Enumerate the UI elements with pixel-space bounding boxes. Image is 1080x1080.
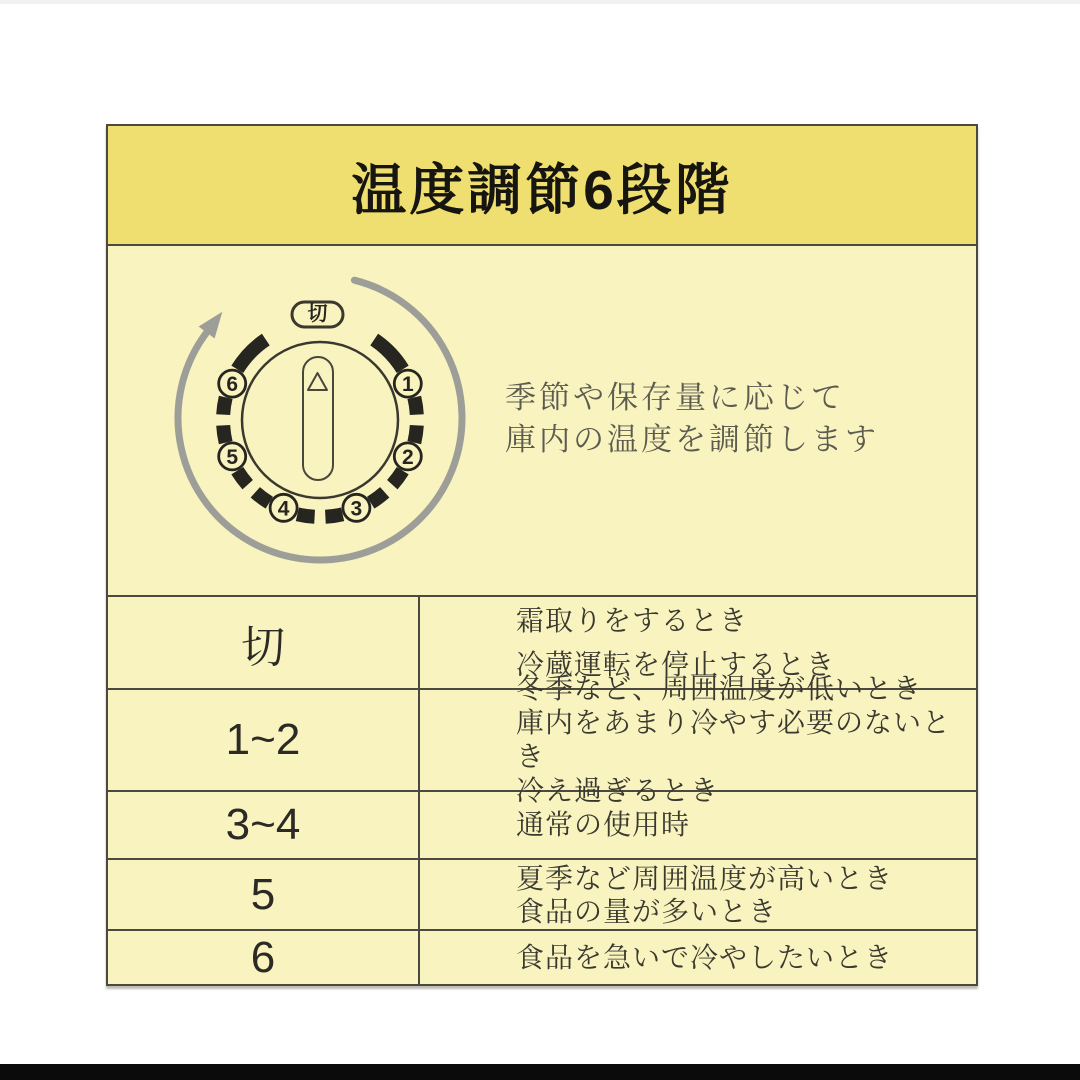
setting-description-line: 冷え過ぎるとき (516, 775, 720, 806)
dial-description (505, 377, 879, 461)
dial-section (108, 246, 976, 595)
setting-description-line: 食品を急いで冷やしたいとき (516, 941, 894, 973)
setting-description-line: 冬季など、周囲温度が低いとき (516, 673, 923, 704)
description-line-1: 季節や保存量に応じて (505, 380, 845, 415)
setting-description-line: 食品の量が多いとき (516, 895, 778, 927)
dial-off-badge (292, 302, 343, 327)
setting-label: 5 (108, 860, 420, 929)
dial-face-circle (242, 342, 398, 498)
dial-scale-dash (414, 425, 417, 442)
dial-number-label: 4 (277, 497, 290, 521)
dial-number-label: 5 (226, 445, 239, 469)
photo-top-hairline (0, 0, 1080, 4)
table-row (108, 929, 976, 984)
page-title: 温度調節6段階 (351, 158, 733, 221)
settings-table (108, 595, 976, 984)
setting-label: 1~2 (108, 690, 420, 790)
temperature-dial-illustration (108, 246, 538, 595)
setting-label: 6 (108, 931, 420, 984)
dial-number-label: 3 (350, 497, 363, 521)
setting-description (420, 931, 976, 984)
card-header (108, 126, 976, 246)
setting-description-line: 冷蔵運転を停止するとき (516, 648, 836, 680)
setting-description (420, 673, 976, 806)
off-badge-label: 切 (307, 303, 328, 325)
dial-number-label: 2 (401, 445, 414, 469)
dial-scale-dash (325, 514, 342, 517)
dial-number-label: 1 (401, 373, 414, 397)
dial-scale-dash (223, 425, 226, 442)
table-row (108, 673, 976, 806)
dial-scale-dash (371, 492, 385, 502)
setting-label: 切 (108, 597, 420, 688)
setting-description (420, 860, 976, 929)
setting-description (420, 792, 976, 858)
setting-description-line: 夏季など周囲温度が高いとき (516, 862, 894, 894)
dial-scale-dash (223, 397, 226, 414)
setting-description-line: 庫内をあまり冷やす必要のないとき (516, 707, 952, 772)
dial-scale-dash (392, 471, 402, 485)
description-line-2: 庫内の温度を調節します (505, 422, 879, 457)
dial-scale-dash (297, 514, 314, 517)
table-row (108, 790, 976, 858)
setting-description-line: 霜取りをするとき (516, 604, 749, 636)
table-row (108, 858, 976, 929)
temperature-guide-card (106, 124, 978, 986)
photo-bottom-black-bar (0, 1064, 1080, 1080)
dial-scale-dash (414, 397, 417, 414)
setting-description-line: 通常の使用時 (516, 809, 691, 840)
dial-scale-dash (237, 340, 265, 370)
dial-scale-dash (237, 471, 247, 485)
dial-scale-dash (255, 492, 269, 502)
dial-scale-dash (374, 340, 403, 370)
dial-number-label: 6 (226, 373, 239, 397)
setting-label: 3~4 (108, 792, 420, 858)
